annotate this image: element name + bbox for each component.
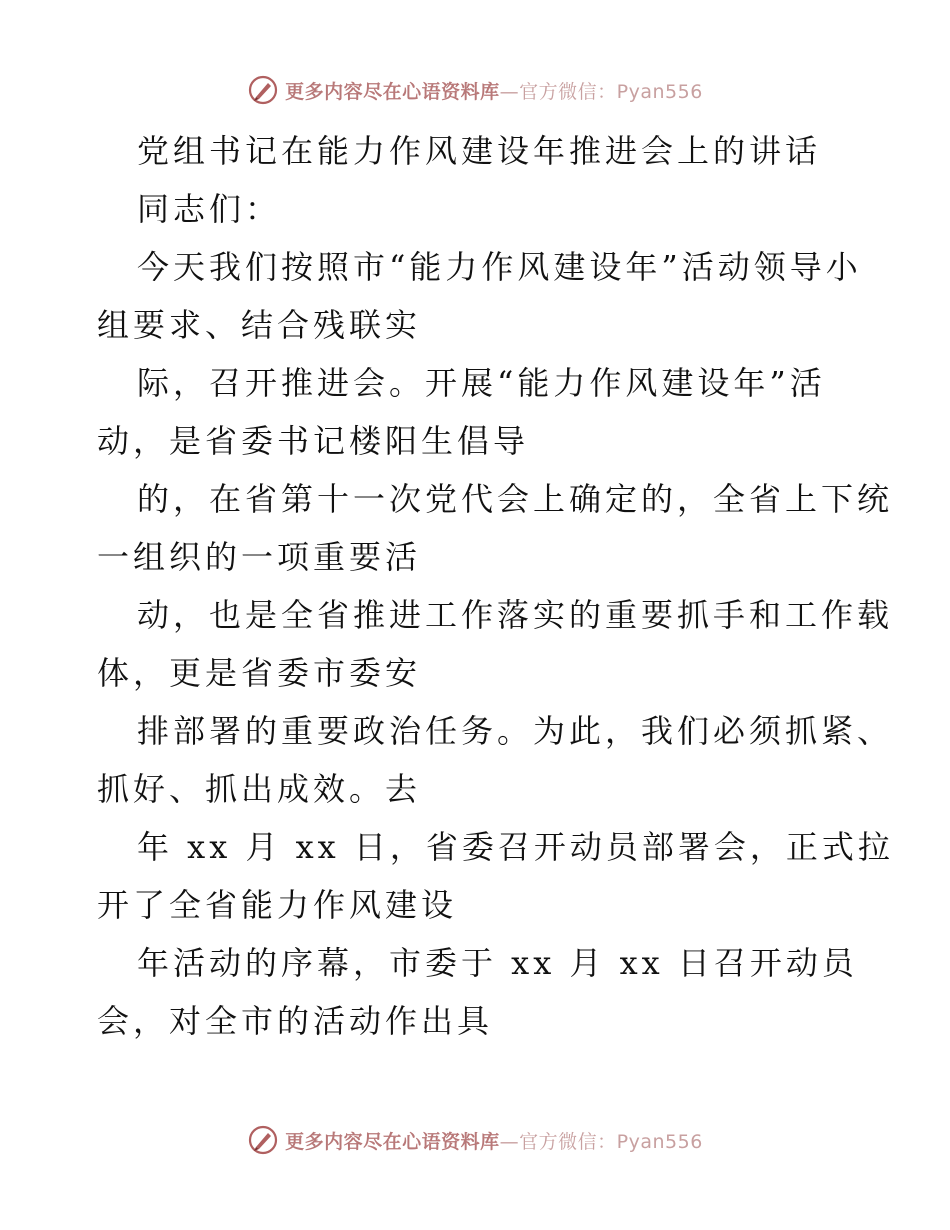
header-watermark-banner [0,70,950,110]
paragraph-line: 组要求、结合残联实 [97,306,422,344]
watermark-text [285,77,703,104]
watermark-text [285,1127,703,1154]
paragraph-line: 排部署的重要政治任务。为此，我们必须抓紧、 [137,712,894,750]
watermark-main-text: 更多内容尽在心语资料库 [285,1130,500,1153]
paragraph-line: 同志们： [137,190,282,228]
paragraph-line: 体，更是省委市委安 [97,654,422,692]
watermark-wechat-text: 官方微信：Pyan556 [519,1130,703,1153]
watermark-dash: — [499,1130,520,1153]
paragraph-line: 一组织的一项重要活 [97,538,422,576]
paragraph-line: 会，对全市的活动作出具 [97,1002,494,1040]
footer-watermark-banner [0,1120,950,1160]
paragraph-line: 年 xx 月 xx 日，省委召开动员部署会，正式拉 [137,828,894,866]
watermark-wechat-text: 官方微信：Pyan556 [519,80,703,103]
paragraph-line: 动，也是全省推进工作落实的重要抓手和工作载 [137,596,894,634]
paragraph-line: 今天我们按照市“能力作风建设年”活动领导小 [137,248,862,286]
pen-logo-icon [247,74,279,106]
paragraph-line: 抓好、抓出成效。去 [97,770,422,808]
paragraph-line: 开了全省能力作风建设 [97,886,458,924]
pen-logo-icon [247,1124,279,1156]
paragraph-line: 年活动的序幕，市委于 xx 月 xx 日召开动员 [137,944,858,982]
paragraph-line: 际，召开推进会。开展“能力作风建设年”活 [137,364,826,402]
document-body [97,122,894,1050]
paragraph-line: 动，是省委书记楼阳生倡导 [97,422,530,460]
paragraph-line: 的，在省第十一次党代会上确定的，全省上下统 [137,480,894,518]
watermark-main-text: 更多内容尽在心语资料库 [285,80,500,103]
watermark-dash: — [499,80,520,103]
document-title: 党组书记在能力作风建设年推进会上的讲话 [137,132,822,170]
